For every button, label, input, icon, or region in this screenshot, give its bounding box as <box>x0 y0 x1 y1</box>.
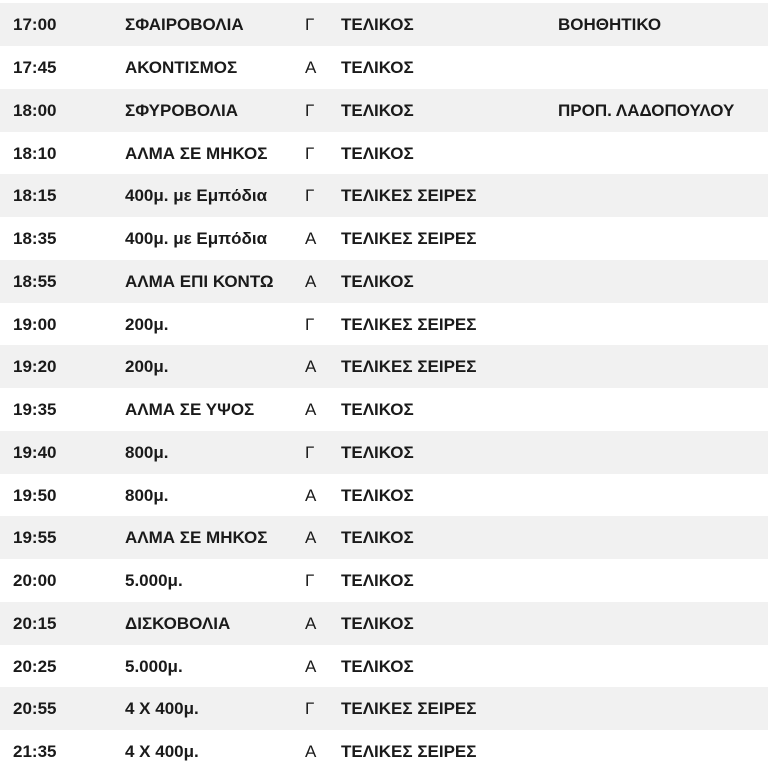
category-cell: Α <box>305 528 317 547</box>
round-cell: ΤΕΛΙΚΕΣ ΣΕΙΡΕΣ <box>341 699 477 718</box>
time-cell: 18:00 <box>13 101 57 120</box>
time-cell: 19:55 <box>13 528 57 547</box>
table-row <box>0 303 768 346</box>
round-cell: ΤΕΛΙΚΟΣ <box>341 272 414 291</box>
table-row <box>0 559 768 602</box>
table-row <box>0 474 768 517</box>
event-cell: ΑΚΟΝΤΙΣΜΟΣ <box>125 58 238 77</box>
round-cell: ΤΕΛΙΚΕΣ ΣΕΙΡΕΣ <box>341 742 477 761</box>
event-cell: 200μ. <box>125 315 169 334</box>
table-row <box>0 132 768 175</box>
table-row <box>0 388 768 431</box>
round-cell: ΤΕΛΙΚΟΣ <box>341 15 414 34</box>
category-cell: Γ <box>305 101 315 120</box>
round-cell: ΤΕΛΙΚΟΣ <box>341 443 414 462</box>
event-cell: 200μ. <box>125 357 169 376</box>
event-cell: 400μ. με Εμπόδια <box>125 186 268 205</box>
table-row <box>0 516 768 559</box>
round-cell: ΤΕΛΙΚΟΣ <box>341 571 414 590</box>
category-cell: Γ <box>305 144 315 163</box>
category-cell: Γ <box>305 186 315 205</box>
category-cell: Α <box>305 742 317 761</box>
time-cell: 18:35 <box>13 229 57 248</box>
event-cell: 400μ. με Εμπόδια <box>125 229 268 248</box>
round-cell: ΤΕΛΙΚΟΣ <box>341 101 414 120</box>
round-cell: ΤΕΛΙΚΟΣ <box>341 614 414 633</box>
event-cell: ΑΛΜΑ ΕΠΙ ΚΟΝΤΩ <box>125 272 274 291</box>
time-cell: 19:40 <box>13 443 57 462</box>
category-cell: Α <box>305 58 317 77</box>
table-row <box>0 645 768 688</box>
category-cell: Α <box>305 229 317 248</box>
round-cell: ΤΕΛΙΚΕΣ ΣΕΙΡΕΣ <box>341 315 477 334</box>
table-row <box>0 3 768 46</box>
category-cell: Α <box>305 614 317 633</box>
round-cell: ΤΕΛΙΚΟΣ <box>341 486 414 505</box>
category-cell: Γ <box>305 699 315 718</box>
table-row <box>0 217 768 260</box>
event-cell: ΣΦΥΡΟΒΟΛΙΑ <box>125 101 238 120</box>
category-cell: Α <box>305 357 317 376</box>
round-cell: ΤΕΛΙΚΟΣ <box>341 657 414 676</box>
round-cell: ΤΕΛΙΚΟΣ <box>341 528 414 547</box>
category-cell: Γ <box>305 315 315 334</box>
event-cell: 800μ. <box>125 443 169 462</box>
time-cell: 17:45 <box>13 58 57 77</box>
table-row <box>0 174 768 217</box>
time-cell: 17:00 <box>13 15 57 34</box>
category-cell: Α <box>305 486 317 505</box>
event-cell: ΑΛΜΑ ΣΕ ΜΗΚΟΣ <box>125 528 268 547</box>
time-cell: 20:00 <box>13 571 57 590</box>
round-cell: ΤΕΛΙΚΕΣ ΣΕΙΡΕΣ <box>341 357 477 376</box>
time-cell: 19:20 <box>13 357 57 376</box>
table-row <box>0 89 768 132</box>
event-cell: ΔΙΣΚΟΒΟΛΙΑ <box>125 614 231 633</box>
category-cell: Γ <box>305 443 315 462</box>
time-cell: 18:15 <box>13 186 57 205</box>
category-cell: Α <box>305 272 317 291</box>
category-cell: Α <box>305 657 317 676</box>
event-cell: 5.000μ. <box>125 657 183 676</box>
event-cell: ΑΛΜΑ ΣΕ ΥΨΟΣ <box>125 400 255 419</box>
event-cell: 800μ. <box>125 486 169 505</box>
time-cell: 18:55 <box>13 272 57 291</box>
category-cell: Α <box>305 400 317 419</box>
note-cell: ΒΟΗΘΗΤΙΚΟ <box>558 15 662 34</box>
event-cell: ΑΛΜΑ ΣΕ ΜΗΚΟΣ <box>125 144 268 163</box>
table-row <box>0 46 768 89</box>
table-row <box>0 345 768 388</box>
event-cell: ΣΦΑΙΡΟΒΟΛΙΑ <box>125 15 244 34</box>
time-cell: 20:25 <box>13 657 57 676</box>
event-cell: 4 Χ 400μ. <box>125 699 199 718</box>
time-cell: 19:00 <box>13 315 57 334</box>
category-cell: Γ <box>305 15 315 34</box>
time-cell: 21:35 <box>13 742 57 761</box>
note-cell: ΠΡΟΠ. ΛΑΔΟΠΟΥΛΟΥ <box>558 101 735 120</box>
table-row <box>0 687 768 730</box>
round-cell: ΤΕΛΙΚΕΣ ΣΕΙΡΕΣ <box>341 186 477 205</box>
table-row <box>0 730 768 773</box>
round-cell: ΤΕΛΙΚΟΣ <box>341 400 414 419</box>
time-cell: 20:15 <box>13 614 57 633</box>
table-row <box>0 602 768 645</box>
table-row <box>0 431 768 474</box>
time-cell: 20:55 <box>13 699 57 718</box>
round-cell: ΤΕΛΙΚΕΣ ΣΕΙΡΕΣ <box>341 229 477 248</box>
round-cell: ΤΕΛΙΚΟΣ <box>341 144 414 163</box>
round-cell: ΤΕΛΙΚΟΣ <box>341 58 414 77</box>
time-cell: 19:50 <box>13 486 57 505</box>
event-cell: 5.000μ. <box>125 571 183 590</box>
table-row <box>0 260 768 303</box>
category-cell: Γ <box>305 571 315 590</box>
time-cell: 19:35 <box>13 400 57 419</box>
time-cell: 18:10 <box>13 144 57 163</box>
event-cell: 4 Χ 400μ. <box>125 742 199 761</box>
